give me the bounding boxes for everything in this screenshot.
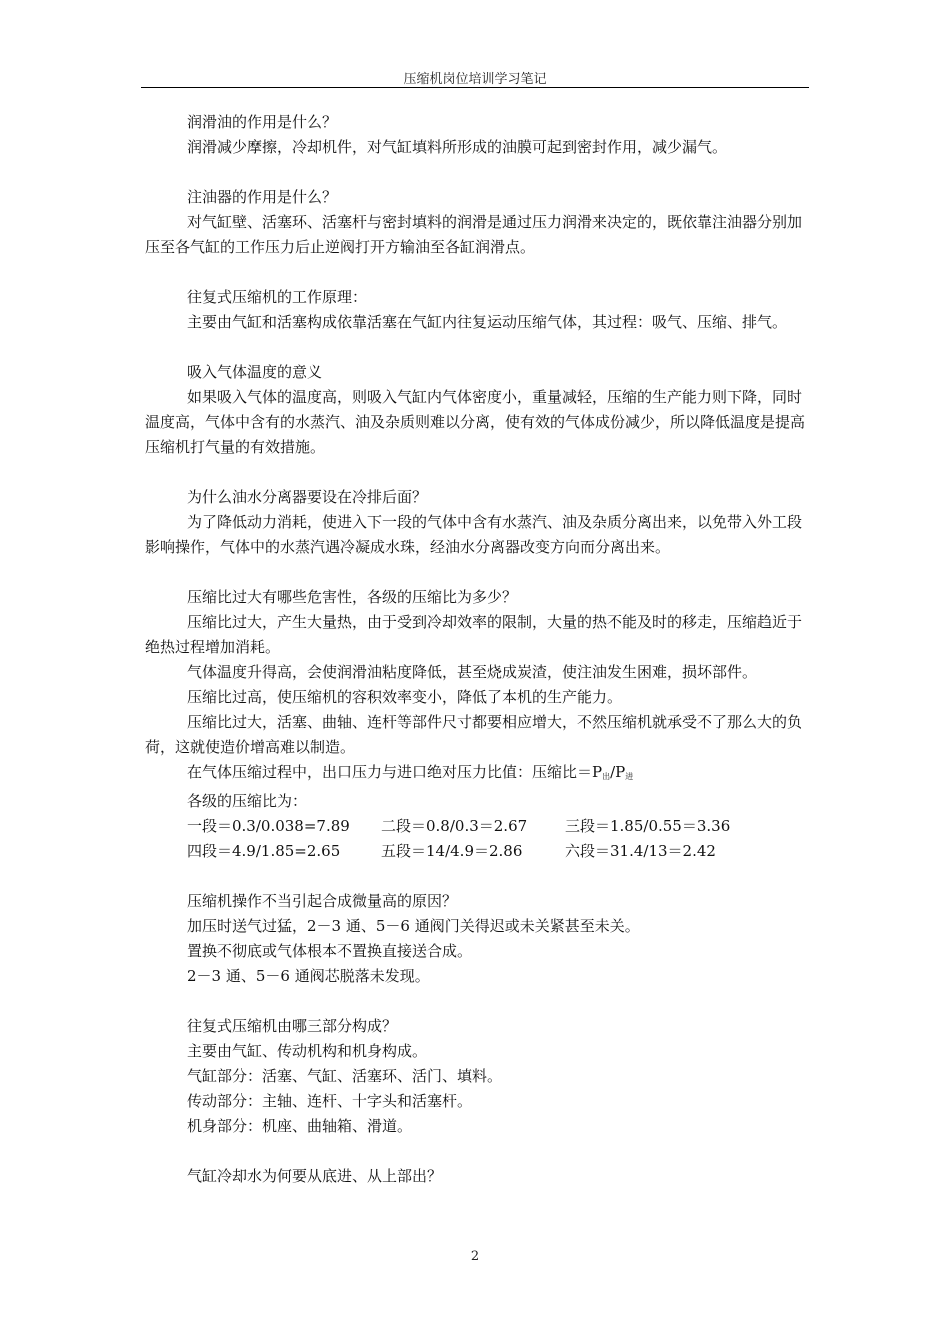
- spacer: [145, 864, 809, 889]
- stage-4-ratio: 四段＝4.9/1.85=2.65: [187, 842, 341, 860]
- header-rule: [141, 87, 809, 88]
- question-lubricant-role: 润滑油的作用是什么？: [187, 113, 338, 131]
- spacer: [145, 260, 809, 285]
- answer-lubricant-role: 润滑减少摩擦，冷却机件，对气缸填料所形成的油膜可起到密封作用，减少漏气。: [187, 138, 728, 156]
- document-body: [145, 110, 809, 1189]
- spacer: [145, 1139, 809, 1164]
- question-oil-water-separator: 为什么油水分离器要设在冷排后面？: [187, 488, 428, 506]
- question-working-principle: 往复式压缩机的工作原理：: [187, 288, 368, 306]
- stage-ratios-row-1: [145, 814, 809, 839]
- formula-text: 在气体压缩过程中，出口压力与进口绝对压力比值：压缩比＝P: [187, 763, 603, 781]
- answer-oil-water-separator: 为了降低动力消耗，使进入下一段的气体中含有水蒸汽、油及杂质分离出来，以免带入外工段影响操作，气体中的水蒸汽遇冷凝成水珠，经油水分离器改变方向而分离出来。: [145, 513, 803, 556]
- page-header: 压缩机岗位培训学习笔记: [403, 72, 547, 87]
- question-intake-temperature: 吸入气体温度的意义: [187, 363, 323, 381]
- question-synthesis-trace: 压缩机操作不当引起合成微量高的原因？: [187, 892, 458, 910]
- answer-compressor-parts-l1: 主要由气缸、传动机构和机身构成。: [187, 1042, 428, 1060]
- answer-compressor-parts-l3: 传动部分：主轴、连杆、十字头和活塞杆。: [187, 1092, 473, 1110]
- answer-synthesis-trace-l1: 加压时送气过猛，2－3 通、5－6 通阀门关得迟或未关紧甚至未关。: [187, 917, 640, 935]
- stage-5-ratio: 五段＝14/4.9＝2.86: [381, 842, 523, 860]
- formula-sub-in: 进: [625, 772, 634, 781]
- answer-synthesis-trace-l2: 置换不彻底或气体根本不置换直接送合成。: [187, 942, 473, 960]
- stage-ratios-intro: 各级的压缩比为：: [187, 792, 308, 810]
- question-compressor-parts: 往复式压缩机由哪三部分构成？: [187, 1017, 398, 1035]
- spacer: [145, 335, 809, 360]
- answer-compression-ratio-p1: 压缩比过大，产生大量热，由于受到冷却效率的限制，大量的热不能及时的移走，压缩趋近于绝热过程增加消耗。: [145, 613, 803, 656]
- spacer: [145, 160, 809, 185]
- answer-compression-ratio-p3: 压缩比过高，使压缩机的容积效率变小，降低了本机的生产能力。: [187, 688, 623, 706]
- question-oil-injector: 注油器的作用是什么？: [187, 188, 338, 206]
- formula-mid: /P: [610, 763, 626, 781]
- stage-ratios-row-2: [145, 839, 809, 864]
- answer-working-principle: 主要由气缸和活塞构成依靠活塞在气缸内往复运动压缩气体，其过程：吸气、压缩、排气。: [187, 313, 788, 331]
- stage-1-ratio: 一段＝0.3/0.038=7.89: [187, 817, 350, 835]
- spacer: [145, 560, 809, 585]
- stage-6-ratio: 六段＝31.4/13＝2.42: [565, 842, 716, 860]
- question-compression-ratio: 压缩比过大有哪些危害性，各级的压缩比为多少？: [187, 588, 518, 606]
- spacer: [145, 460, 809, 485]
- answer-compression-ratio-p4: 压缩比过大，活塞、曲轴、连杆等部件尺寸都要相应增大，不然压缩机就承受不了那么大的负荷，这就使造价增高难以制造。: [145, 713, 803, 756]
- page-number: 2: [470, 1249, 480, 1264]
- question-cooling-water: 气缸冷却水为何要从底进、从上部出？: [187, 1167, 443, 1185]
- answer-compressor-parts-l4: 机身部分：机座、曲轴箱、滑道。: [187, 1117, 413, 1135]
- answer-compression-ratio-p2: 气体温度升得高，会使润滑油粘度降低，甚至烧成炭渣，使注油发生困难，损坏部件。: [187, 663, 758, 681]
- stage-2-ratio: 二段＝0.8/0.3＝2.67: [381, 817, 528, 835]
- answer-synthesis-trace-l3: 2－3 通、5－6 通阀芯脱落未发现。: [187, 967, 430, 985]
- spacer: [145, 989, 809, 1014]
- formula-sub-out: 出: [602, 772, 611, 781]
- compression-ratio-formula: [145, 760, 809, 789]
- answer-compressor-parts-l2: 气缸部分：活塞、气缸、活塞环、活门、填料。: [187, 1067, 503, 1085]
- stage-3-ratio: 三段＝1.85/0.55＝3.36: [565, 817, 731, 835]
- answer-oil-injector: 对气缸壁、活塞环、活塞杆与密封填料的润滑是通过压力润滑来决定的，既依靠注油器分别加压至各气缸的工作压力后止逆阀打开方输油至各缸润滑点。: [145, 213, 803, 256]
- answer-intake-temperature: 如果吸入气体的温度高，则吸入气缸内气体密度小，重量减轻，压缩的生产能力则下降，同时温度高，气体中含有的水蒸汽、油及杂质则难以分离，使有效的气体成份减少，所以降低温度是提高压缩机打气量的有效措施。: [145, 388, 806, 456]
